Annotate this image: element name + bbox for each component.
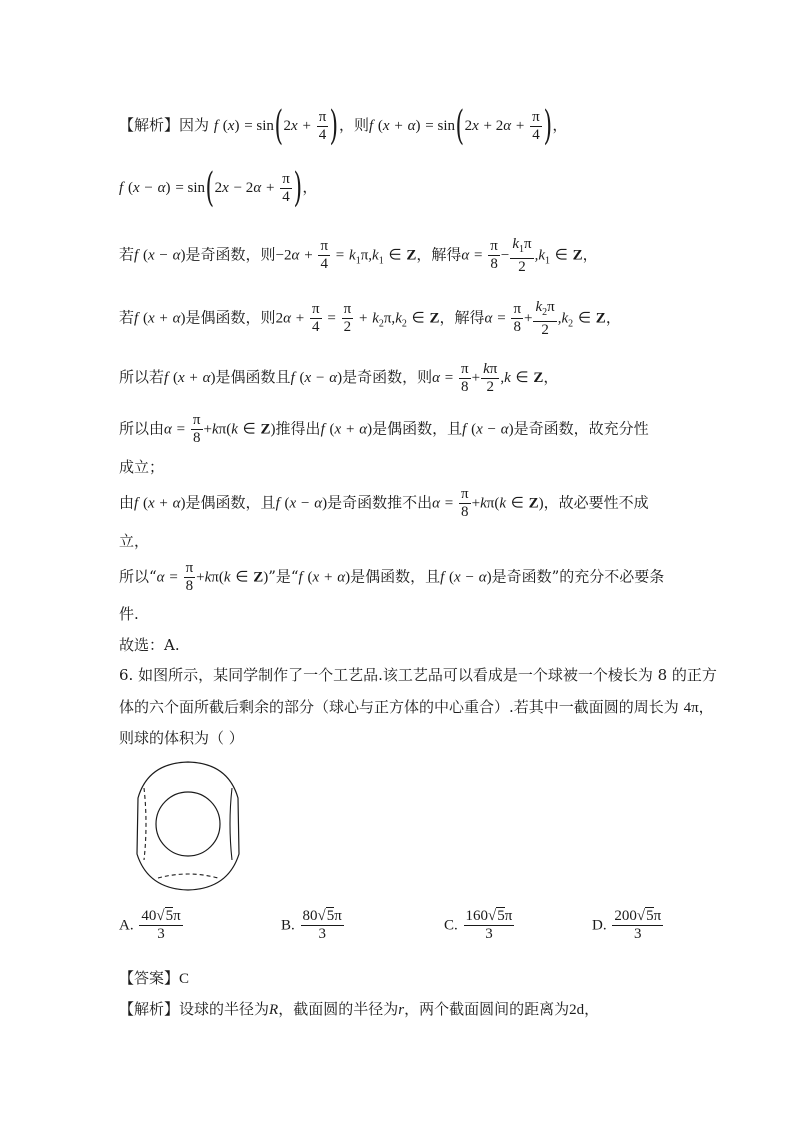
text-so-if: 所以若 — [119, 368, 165, 386]
text-from: 由 — [119, 493, 135, 512]
option-coef: 80 — [302, 908, 318, 924]
text-condition: 是奇函数”的充分不必要条 — [491, 567, 665, 586]
text-solve: ，解得 — [439, 308, 485, 327]
text-section-radius: ，截面圆的半径为 — [278, 1000, 399, 1018]
q6-text: 体的六个面所截后剩余的部分（球心与正方体的中心重合）.若其中一截面圆的周长为 — [119, 698, 679, 716]
comma: ， — [582, 245, 598, 264]
option-den: 3 — [157, 926, 165, 942]
text-even-and: 是偶函数，且 — [372, 419, 463, 438]
comma: ， — [552, 116, 568, 134]
option-label: C. — [444, 917, 458, 934]
text-sufficiency: 是奇函数，故充分性 — [513, 419, 649, 438]
option-label: B. — [281, 917, 295, 934]
text-if: 若 — [119, 245, 135, 264]
text-solve: ，解得 — [416, 245, 462, 264]
option-coef: 160 — [465, 908, 489, 924]
comma: ， — [543, 368, 559, 386]
option-pi: π — [653, 908, 662, 924]
question-6-line-1: 6. 如图所示，某同学制作了一个工艺品.该工艺品可以看成是一个球被一个棱长为 8 的正方 — [119, 666, 717, 684]
analysis-line-9: 立， — [119, 532, 150, 550]
option-c[interactable]: C. $\frac{160√5\pi}{3}$ — [444, 908, 513, 942]
analysis-label: 【解析】 — [119, 116, 180, 134]
text-then: ，则 — [338, 116, 369, 134]
text-is: ”是“ — [268, 567, 299, 586]
text-derive: 推得出 — [275, 419, 321, 438]
analysis-line-11: 件. — [119, 605, 139, 623]
text-odd-then: 是奇函数，则 — [185, 245, 276, 264]
option-coef: 200 — [614, 908, 637, 924]
option-label: A. — [119, 917, 134, 934]
answer-value: C — [179, 971, 190, 987]
text-so-quote: 所以“ — [119, 567, 157, 586]
analysis-line-1: 【解析】因为 f (x) = sin(2x + $\frac{\pi}{4}$ )，则f (x + α) = sin(2x + 2α + $\frac{\pi}{4}$ )， — [119, 103, 568, 149]
var-R: R — [269, 1002, 279, 1018]
question-6-line-3: 则球的体积为（ ） — [119, 729, 244, 747]
text-even-then: 是偶函数，则 — [185, 308, 276, 327]
answer-line — [119, 967, 189, 988]
option-den: 3 — [318, 926, 326, 942]
option-pi: π — [334, 908, 342, 924]
text-so-from: 所以由 — [119, 419, 165, 438]
option-pi: π — [173, 908, 181, 924]
option-radicand: 5 — [646, 908, 654, 924]
option-radicand: 5 — [326, 908, 335, 924]
analysis-line-3: 若f (x − α)是奇函数，则−2α + $\frac{\pi}{4}$ = $k_1\pi,k_1$ ∈ Z，解得α = $\frac{\pi}{8}$ − $\frac{k_1\pi}{2}$ $,k_1$ ∈ Z， — [119, 236, 598, 275]
text-even-and: 是偶函数且 — [215, 368, 291, 386]
option-den: 3 — [634, 926, 642, 942]
option-radicand: 5 — [165, 908, 174, 924]
text-odd-then: 是奇函数，则 — [342, 368, 433, 386]
text-necessity: ，故必要性不成 — [543, 493, 649, 512]
analysis-last-line — [119, 998, 599, 1019]
analysis-line-4: 若f (x + α)是偶函数，则2α + $\frac{\pi}{4}$ = $\frac{\pi}{2}$ + $k_2\pi,k_2$ ∈ Z，解得α = $\frac{\pi}{8}$ + $\frac{k_2\pi}{2}$ $,k_2$ ∈ Z， — [119, 299, 621, 338]
option-a[interactable]: A. $\frac{40√5\pi}{3}$ — [119, 908, 181, 942]
analysis-line-7: 成立； — [119, 458, 165, 476]
option-radicand: 5 — [497, 908, 505, 924]
comma: ， — [584, 1000, 600, 1018]
comma: ， — [302, 178, 318, 196]
analysis-line-5: 所以若f (x + α)是偶函数且f (x − α)是奇函数，则α = $\frac{\pi}{8}$ + $\frac{k\pi}{2}$ ,k ∈ Z， — [119, 360, 559, 395]
question-6-line-2 — [119, 696, 714, 717]
option-coef: 40 — [141, 908, 157, 924]
comma: ， — [605, 308, 621, 327]
analysis-line-2: f (x − α) = sin(2x − 2α + $\frac{\pi}{4}$ )， — [119, 165, 318, 211]
analysis-line-8: 由f (x + α)是偶函数，且f (x − α)是奇函数推不出α = $\frac{\pi}{8}$ +kπ(k ∈ Z)，故必要性不成 — [119, 486, 649, 520]
sphere-cube-figure — [118, 758, 258, 894]
option-b[interactable]: B. $\frac{80√5\pi}{3}$ — [281, 908, 342, 942]
answer-label: 【答案】 — [119, 969, 180, 987]
text-radius: 设球的半径为 — [179, 1000, 270, 1018]
choose-line: 故选：A. — [119, 636, 180, 654]
var-2d: 2d — [569, 1002, 585, 1018]
text-because: 因为 — [179, 116, 210, 134]
option-den: 3 — [485, 926, 493, 942]
var-r: r — [398, 1002, 405, 1018]
text-even-and: 是偶函数，且 — [185, 493, 276, 512]
option-d[interactable]: D. $\frac{200√5\pi}{3}$ — [592, 908, 662, 942]
text-cannot: 是奇函数推不出 — [327, 493, 433, 512]
analysis-label: 【解析】 — [119, 1000, 180, 1018]
option-pi: π — [504, 908, 513, 924]
analysis-line-6: 所以由α = $\frac{\pi}{8}$ +kπ(k ∈ Z)推得出f (x + α)是偶函数，且f (x − α)是奇函数，故充分性 — [119, 412, 649, 446]
text-if: 若 — [119, 308, 135, 327]
analysis-line-10: 所以“α = $\frac{\pi}{8}$ +kπ(k ∈ Z)”是“f (x + α)是偶函数，且f (x − α)是奇函数”的充分不必要条 — [119, 560, 665, 594]
text-distance: ，两个截面圆间的距离为 — [404, 1000, 570, 1018]
text-even-and: 是偶函数，且 — [350, 567, 441, 586]
q6-circumference: 4π， — [683, 700, 714, 716]
option-label: D. — [592, 917, 607, 934]
